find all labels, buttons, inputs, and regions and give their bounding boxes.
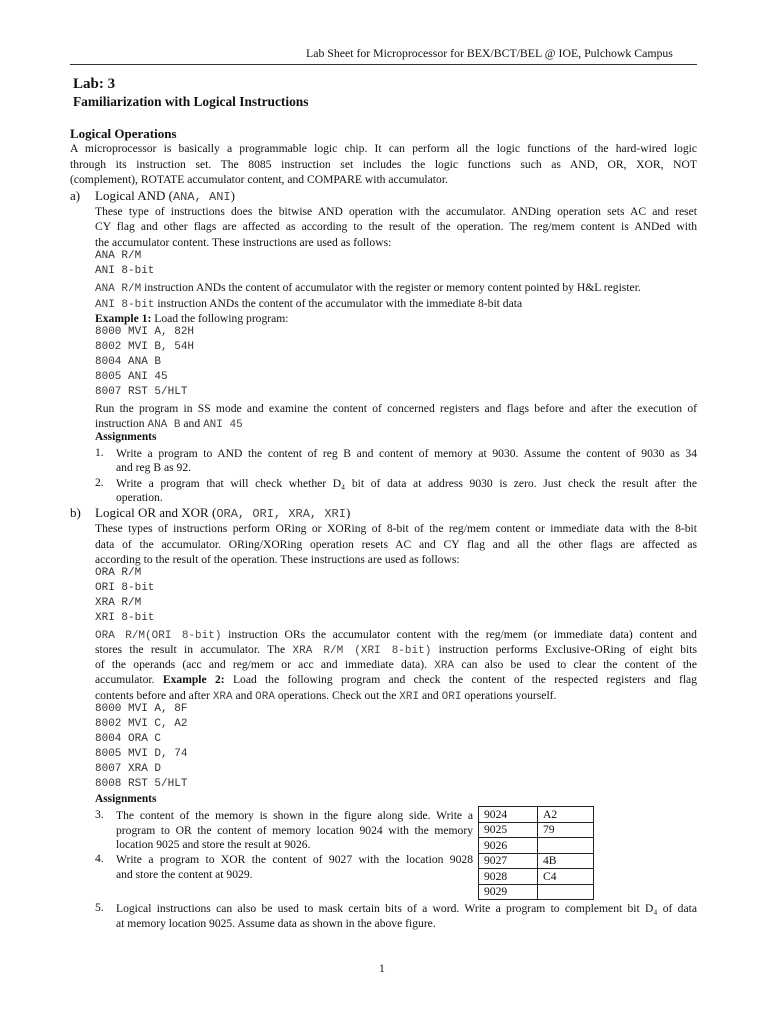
table-row [479, 807, 594, 823]
assignment-number: 4. [95, 852, 104, 865]
part-a-heading-text: Logical AND ( [95, 188, 173, 203]
page-header: Lab Sheet for Microprocessor for BEX/BCT/BEL @ IOE, Pulchowk Campus [306, 46, 673, 60]
lab-subtitle: Familiarization with Logical Instructions [73, 94, 309, 109]
part-a-desc-line: the accumulator content. These instructions are used as follows: [95, 236, 392, 249]
assignment-line: program to OR the content of memory location 9024 with the memory [116, 824, 473, 837]
intro-line: through its instruction set. The 8085 instruction set includes the logic functions such as AND, OR, XOR, NOT [70, 158, 697, 171]
part-b-form: ORA R/M [95, 567, 142, 579]
table-row [479, 884, 594, 900]
memory-address: 9029 [479, 884, 538, 900]
part-a-heading-code: ANA, ANI [172, 190, 231, 204]
part-a-desc-line: These type of instructions does the bitwise AND operation with the accumulator. ANDing operation sets AC and reset [95, 205, 697, 218]
assignments-heading-a: Assignments [95, 431, 157, 443]
assignment-line: The content of the memory is shown in the figure along side. Write a [116, 809, 473, 822]
header-rule [70, 64, 697, 65]
page-number: 1 [379, 962, 385, 975]
program-line: 8004 ORA C [95, 733, 162, 745]
run-and: and [180, 417, 204, 430]
program-line: 8005 MVI D, 74 [95, 748, 188, 760]
assignment-number: 5. [95, 901, 104, 914]
ora-ori-code: ORA R/M(ORI 8-bit) [95, 630, 222, 642]
example-1-text: Load the following program: [151, 312, 289, 325]
memory-address: 9025 [479, 822, 538, 838]
part-b-label: b) [70, 505, 81, 520]
intro-line: (complement), ROTATE accumulator content, and COMPARE with accumulator. [70, 173, 448, 186]
para-text: and [419, 689, 442, 702]
memory-address: 9024 [479, 807, 538, 823]
program-line: 8004 ANA B [95, 356, 162, 368]
memory-address: 9028 [479, 869, 538, 885]
assignment-number: 1. [95, 446, 104, 459]
part-b-heading-close: ) [345, 505, 351, 520]
assignment-line: Logical instructions can also be used to mask certain bits of a word. Write a program to complement bit D₄ of data [116, 902, 697, 915]
assignment-line: at memory location 9025. Assume data as shown in the above figure. [116, 917, 436, 930]
run-instruction-line: Run the program in SS mode and examine the content of concerned registers and flags before and after the execution of [95, 402, 697, 415]
program-line: 8002 MVI C, A2 [95, 718, 188, 730]
part-b-heading [95, 505, 350, 521]
program-line: 8005 ANI 45 [95, 371, 168, 383]
lab-title: Lab: 3 [73, 76, 116, 92]
assignment-line: location 9025 and store the result at 9026. [116, 838, 311, 851]
part-a-form: ANA R/M [95, 250, 142, 262]
ana-desc-text: instruction ANDs the content of accumulator with the register or memory content pointed by H&L register. [141, 281, 641, 294]
program-line: 8007 RST 5/HLT [95, 386, 188, 398]
memory-value: 4B [538, 853, 594, 869]
part-b-form: XRA R/M [95, 597, 142, 609]
ani-code: ANI 8-bit [95, 299, 155, 311]
assignments-heading-b: Assignments [95, 793, 157, 805]
intro-line: A microprocessor is basically a programmable logic chip. It can perform all the logic functions of the hard-wired logic [70, 142, 697, 155]
assignment-line: Write a program to AND the content of reg B and content of memory at 9030. Assume the content of 9030 as 34 [116, 447, 697, 460]
para-text: of the operands (acc and reg/mem or acc and immediate data). [95, 658, 435, 671]
memory-value [538, 838, 594, 854]
part-a-heading [95, 188, 235, 204]
program-line: 8008 RST 5/HLT [95, 778, 188, 790]
table-row [479, 822, 594, 838]
part-a-label: a) [70, 188, 81, 203]
example-1-line [95, 311, 289, 327]
part-b-desc-line: according to the result of the operation. These instructions are used as follows: [95, 553, 460, 566]
run-code-ana: ANA B [147, 419, 181, 431]
ora-code: ORA [255, 691, 275, 703]
ori-code: ORI [441, 691, 462, 703]
part-b-heading-code: ORA, ORI, XRA, XRI [216, 507, 346, 521]
table-row [479, 853, 594, 869]
xra-xri-code: XRA R/M (XRI 8-bit) [292, 645, 432, 657]
para-text: operations. Check out the [274, 689, 400, 702]
memory-address: 9027 [479, 853, 538, 869]
assignment-line: Write a program to XOR the content of 9027 with the location 9028 [116, 853, 473, 866]
xra-code: XRA [212, 691, 233, 703]
example-1-label: Example 1: [95, 312, 152, 325]
para-text: instruction ORs the accumulator content with the reg/mem (or immediate data) content and [221, 628, 697, 641]
xri-code: XRI [399, 691, 420, 703]
assignment-line: and store the content at 9029. [116, 868, 253, 881]
ana-code: ANA R/M [95, 283, 142, 295]
table-row [479, 838, 594, 854]
para-text: can also be used to clear the content of the [454, 658, 697, 671]
run-pre: instruction [95, 417, 148, 430]
assignment-line: Write a program that will check whether D₄ bit of data at address 9030 is zero. Just check the result after the [116, 477, 697, 490]
run-code-ani: ANI 45 [203, 419, 243, 431]
memory-value [538, 884, 594, 900]
part-b-heading-text: Logical OR and XOR ( [95, 505, 217, 520]
assignment-number: 2. [95, 476, 104, 489]
para-text: stores the result in accumulator. The [95, 643, 293, 656]
program-line: 8002 MVI B, 54H [95, 341, 195, 353]
part-b-desc-line: These types of instructions perform ORing or XORing of 8-bit of the reg/mem content or immediate data with the 8-bit [95, 522, 697, 535]
memory-address: 9026 [479, 838, 538, 854]
part-a-desc-line: CY flag and other flags are affected as according to the result of the operation. The reg/mem content is ANDed with [95, 220, 697, 233]
para-text: accumulator. [95, 673, 163, 686]
para-text: contents before and after [95, 689, 213, 702]
para-text: and [232, 689, 256, 702]
para-text: instruction performs Exclusive-ORing of eight bits [431, 643, 698, 656]
part-b-form: XRI 8-bit [95, 612, 155, 624]
assignment-line: operation. [116, 491, 163, 504]
program-line: 8000 MVI A, 82H [95, 326, 195, 338]
assignment-line: and reg B as 92. [116, 461, 192, 474]
ani-desc-text: instruction ANDs the content of the accumulator with the immediate 8-bit data [154, 297, 523, 310]
para-text: Load the following program and check the content of the respected registers and flag [224, 673, 697, 686]
xra-code: XRA [434, 660, 455, 672]
part-a-heading-close: ) [230, 188, 235, 203]
example-2-label: Example 2: [162, 673, 225, 686]
memory-value: 79 [538, 822, 594, 838]
memory-table [478, 806, 594, 900]
program-line: 8000 MVI A, 8F [95, 703, 188, 715]
program-line: 8007 XRA D [95, 763, 162, 775]
assignment-number: 3. [95, 808, 104, 821]
part-b-desc-line: data of the accumulator. ORing/XORing operation resets AC and CY flag and all the other flags are affected as [95, 538, 697, 551]
table-row [479, 869, 594, 885]
part-b-form: ORI 8-bit [95, 582, 155, 594]
memory-value: A2 [538, 807, 594, 823]
para-text: operations yourself. [461, 689, 557, 702]
memory-value: C4 [538, 869, 594, 885]
section-title: Logical Operations [70, 126, 177, 141]
part-a-ana-desc [95, 280, 641, 298]
part-b-para-line [95, 672, 697, 688]
part-a-form: ANI 8-bit [95, 265, 155, 277]
